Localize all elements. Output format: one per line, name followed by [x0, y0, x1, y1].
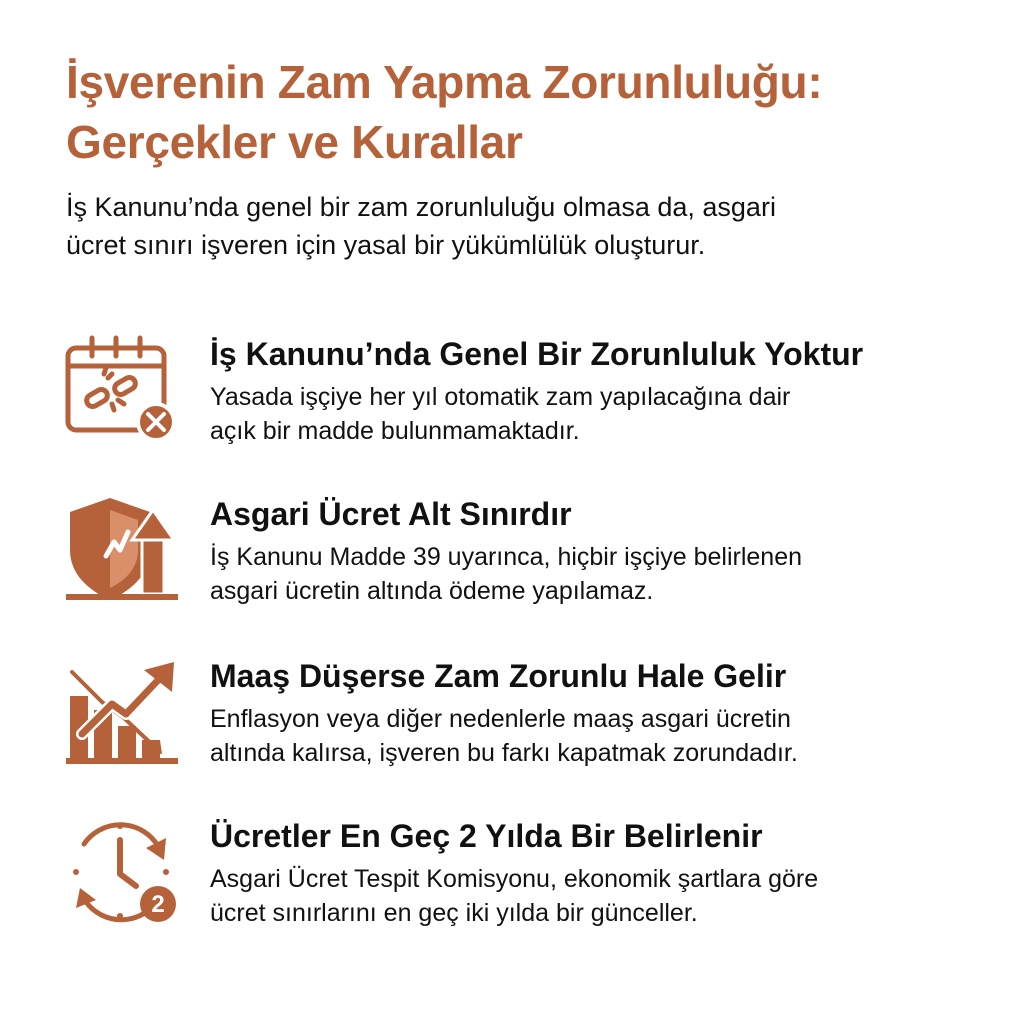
page-title-line-2: Gerçekler ve Kurallar	[66, 116, 523, 168]
item-description	[210, 702, 990, 770]
shield-arrow-up-icon	[62, 494, 182, 604]
info-item-raise-becomes-mandatory	[62, 656, 982, 786]
item-description-line-1: İş Kanunu Madde 39 uyarınca, hiçbir işçiye belirlenen	[210, 543, 803, 571]
item-description-line-1: Yasada işçiye her yıl otomatik zam yapılacağına dair	[210, 383, 791, 411]
info-item-two-year-update	[62, 816, 982, 946]
item-description-line-2: altında kalırsa, işveren bu farkı kapatmak zorundadır.	[210, 739, 798, 767]
declining-bars-rising-arrow-icon	[62, 656, 182, 766]
item-description-line-2: ücret sınırlarını en geç iki yılda bir günceller.	[210, 899, 698, 927]
item-description	[210, 540, 990, 608]
item-description-line-2: açık bir madde bulunmamaktadır.	[210, 417, 580, 445]
item-heading: Maaş Düşerse Zam Zorunlu Hale Gelir	[210, 658, 787, 694]
broken-chain-calendar-icon	[62, 334, 182, 444]
intro-line-2: ücret sınırı işveren için yasal bir yükümlülük oluşturur.	[66, 230, 706, 260]
intro-text	[66, 188, 966, 264]
item-description	[210, 862, 990, 930]
page-title	[66, 52, 986, 172]
item-description-line-2: asgari ücretin altında ödeme yapılamaz.	[210, 577, 654, 605]
item-heading: İş Kanunu’nda Genel Bir Zorunluluk Yoktur	[210, 336, 864, 372]
item-heading: Ücretler En Geç 2 Yılda Bir Belirlenir	[210, 818, 763, 854]
intro-line-1: İş Kanunu’nda genel bir zam zorunluluğu olmasa da, asgari	[66, 192, 776, 222]
item-heading: Asgari Ücret Alt Sınırdır	[210, 496, 572, 532]
clock-cycle-two-icon	[62, 816, 182, 926]
clock-badge-number: 2	[151, 891, 165, 918]
page-title-line-1: İşverenin Zam Yapma Zorunluluğu:	[66, 56, 823, 108]
item-description-line-1: Enflasyon veya diğer nedenlerle maaş asgari ücretin	[210, 705, 791, 733]
item-description-line-1: Asgari Ücret Tespit Komisyonu, ekonomik şartlara göre	[210, 865, 819, 893]
info-item-minimum-wage-floor	[62, 494, 982, 624]
info-item-no-general-obligation	[62, 334, 982, 464]
item-description	[210, 380, 990, 448]
